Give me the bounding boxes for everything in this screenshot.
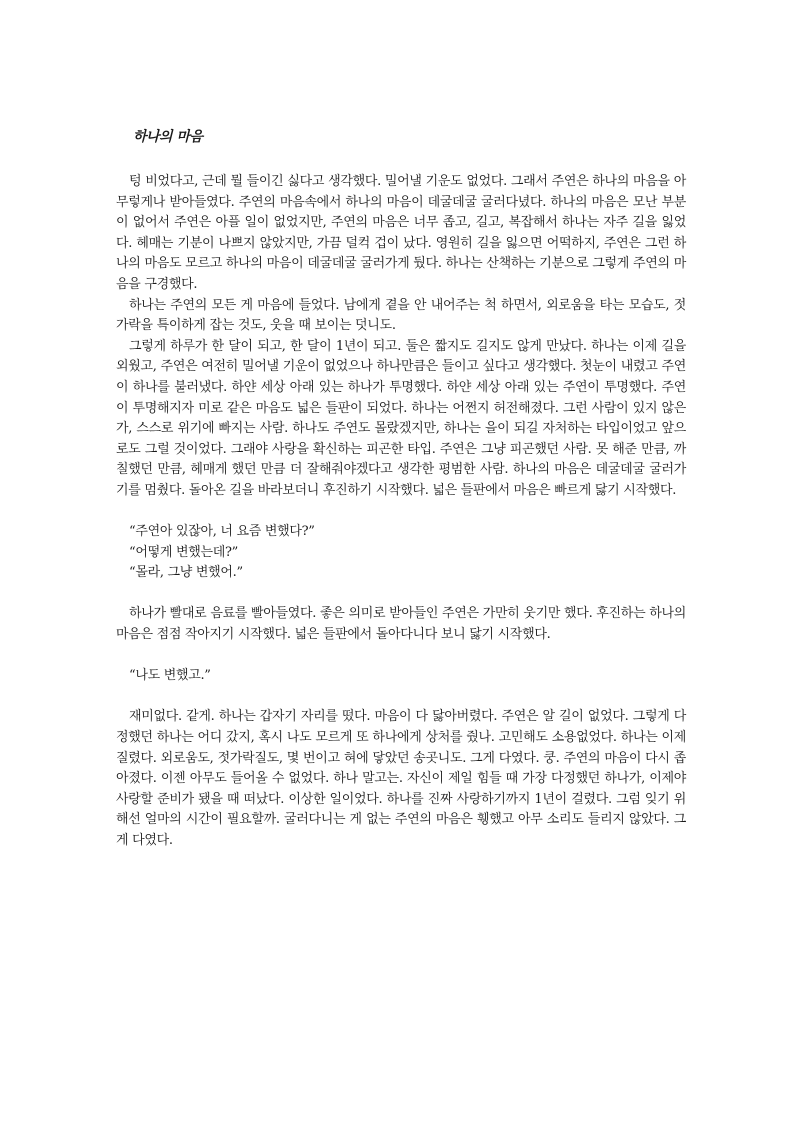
- paragraph-2: 하나는 주연의 모든 게 마음에 들었다. 남에게 곁을 안 내어주는 척 하면서, 외로움을 타는 모습도, 젓가락을 특이하게 잡는 것도, 웃을 때 보이는 덧니도.: [116, 297, 686, 334]
- spacer: [116, 646, 686, 667]
- paragraph-after-dialogue: 하나가 빨대로 음료를 빨아들였다. 좋은 의미로 받아들인 주연은 가만히 웃기만 했다. 후진하는 하나의 마음은 점점 작아지기 시작했다. 넓은 들판에서 돌아다니다 보니 닳기 시작했다.: [116, 606, 686, 643]
- dialogue-line-3: “몰라, 그냥 변했어.”: [129, 565, 243, 581]
- paragraph-3: 그렇게 하루가 한 달이 되고, 한 달이 1년이 되고. 둘은 짧지도 길지도 않게 만났다. 하나는 이제 길을 외웠고, 주연은 여전히 밀어낼 기운이 없었으나 하나만큼은 들이고 싶다고 생각했다. 첫눈이 내렸고 주연이 하나를 불러냈다. 하얀 세상 아래 있는 하나가 투명했다. 하얀 세상 아래 있는 주연이 투명했다. 주연이 투명해지자 미로 같은 마음도 넓은 들판이 되었다. 하나는 어쩐지 허전해졌다. 그런 사람이 있지 않은가, 스스로 위기에 빠지는 사람. 하나도 주연도 몰랐겠지만, 하나는 을이 되길 자처하는 타입이었고 앞으로도 그럴 것이었다. 그래야 사랑을 확신하는 피곤한 타입. 주연은 그냥 피곤했던 사람. 못 해준 만큼, 까칠했던 만큼, 헤매게 했던 만큼 더 잘해줘야겠다고 생각한 평범한 사람. 하나의 마음은 데굴데굴 굴러가기를 멈췄다. 돌아온 길을 바라보더니 후진하기 시작했다. 넓은 들판에서 마음은 빠르게 닳기 시작했다.: [116, 338, 686, 498]
- document-title: 하나의 마음: [133, 129, 203, 145]
- spacer: [116, 584, 686, 605]
- final-paragraph: 재미없다. 같게. 하나는 갑자기 자리를 떴다. 마음이 다 닳아버렸다. 주연은 알 길이 없었다. 그렇게 다정했던 하나는 어디 갔지, 혹시 나도 모르게 또 하나에게 상처를 줬나. 고민해도 소용없었다. 하나는 이제 질렸다. 외로움도, 젓가락질도, 몇 번이고 혀에 닿았던 송곳니도. 그게 다였다. 쿵. 주연의 마음이 다시 좁아졌다. 이젠 아무도 들어올 수 없었다. 하나 말고는. 자신이 제일 힘들 때 가장 다정했던 하나가, 이제야 사랑할 준비가 됐을 때 떠났다. 이상한 일이었다. 하나를 진짜 사랑하기까지 1년이 걸렸다. 그럼 잊기 위해선 얼마의 시간이 필요할까. 굴러다니는 게 없는 주연의 마음은 휑했고 아무 소리도 들리지 않았다. 그게 다였다.: [116, 709, 686, 848]
- paragraph-1: 텅 비었다고, 근데 뭘 들이긴 싫다고 생각했다. 밀어낼 기운도 없었다. 그래서 주연은 하나의 마음을 아무렇게나 받아들였다. 주연의 마음속에서 하나의 마음이 데굴데굴 굴러다녔다. 하나의 마음은 모난 부분이 없어서 주연은 아플 일이 없었지만, 주연의 마음은 너무 좁고, 길고, 복잡해서 하나는 자주 길을 잃었다. 헤매는 기분이 나쁘지 않았지만, 가끔 덜컥 겁이 났다. 영원히 길을 잃으면 어떡하지, 주연은 그런 하나의 마음도 모르고 하나의 마음이 데굴데굴 굴러가게 뒀다. 하나는 산책하는 기분으로 그렇게 주연의 마음을 구경했다.: [116, 174, 686, 292]
- spacer: [116, 687, 686, 708]
- spacer: [116, 502, 686, 523]
- document-body: [116, 172, 686, 852]
- dialogue-line-2: “어떻게 변했는데?”: [129, 544, 239, 560]
- dialogue-line-1: “주연아 있잖아, 너 요즘 변했다?”: [129, 524, 315, 540]
- quote-line: “나도 변했고.”: [129, 668, 211, 684]
